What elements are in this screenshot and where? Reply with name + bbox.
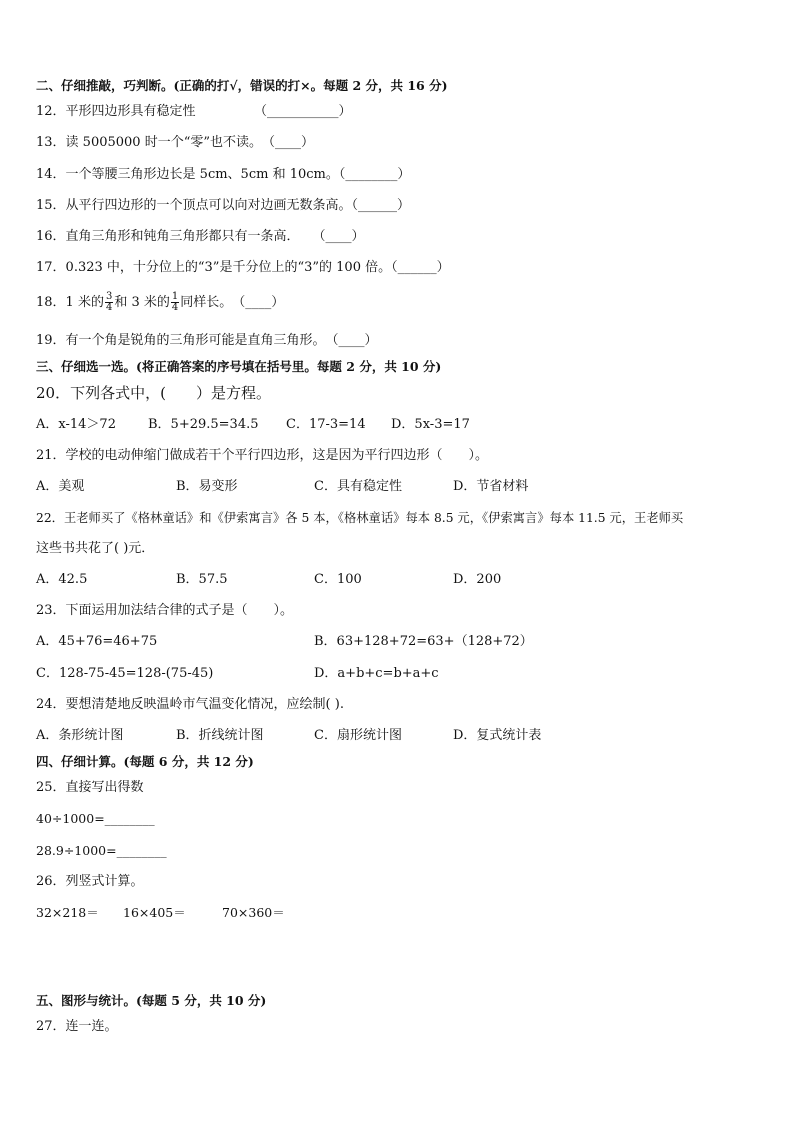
question-22-option-c: C．100: [314, 572, 362, 587]
question-18-part-b: 和 3 米的: [114, 295, 170, 310]
question-23-option-a: A．45+76=46+75: [36, 634, 158, 649]
question-21-option-c: C．具有稳定性: [314, 479, 402, 494]
fraction-numerator: 1: [171, 291, 179, 302]
question-24-option-d: D．复式统计表: [453, 728, 542, 743]
question-25-item-a: 40÷1000=________: [36, 811, 155, 826]
question-24: 24．要想清楚地反映温岭市气温变化情况，应绘制( ).: [36, 697, 344, 712]
question-22-option-b: B．57.5: [176, 572, 228, 587]
question-24-option-a: A．条形统计图: [36, 728, 124, 743]
question-23: 23．下面运用加法结合律的式子是（ ）。: [36, 603, 294, 618]
question-17: 17．0.323 中，十分位上的“3”是千分位上的“3”的 100 倍。（______）: [36, 260, 450, 275]
question-20: 20．下列各式中，( ）是方程。: [36, 384, 271, 402]
question-22-option-d: D．200: [453, 572, 502, 587]
section-2-heading: 二、仔细推敲，巧判断。(正确的打√，错误的打×。每题 2 分，共 16 分): [36, 78, 448, 93]
question-18: [36, 288, 284, 318]
section-3-heading: 三、仔细选一选。(将正确答案的序号填在括号里。每题 2 分，共 10 分): [36, 359, 442, 374]
question-21-option-d: D．节省材料: [453, 479, 529, 494]
question-24-option-c: C．扇形统计图: [314, 728, 402, 743]
question-18-part-a: 18．1 米的: [36, 295, 104, 310]
fraction-denominator: 4: [105, 302, 113, 313]
question-18-part-c: 同样长。 （____）: [180, 295, 285, 310]
question-26-item-3: 70×360＝: [222, 905, 285, 920]
question-21: 21．学校的电动伸缩门做成若干个平行四边形，这是因为平行四边形（ ）。: [36, 448, 489, 463]
question-20-option-d: D．5x-3=17: [391, 417, 470, 432]
question-25-item-b: 28.9÷1000=________: [36, 843, 167, 858]
question-22-option-a: A．42.5: [36, 572, 88, 587]
question-26-item-2: 16×405＝: [123, 905, 186, 920]
question-19: 19．有一个角是锐角的三角形可能是直角三角形。 （____）: [36, 333, 378, 348]
question-27: 27．连一连。: [36, 1019, 118, 1034]
question-22-line-1: 22．王老师买了《格林童话》和《伊索寓言》各 5 本，《格林童话》每本 8.5 元，《伊索寓言》每本 11.5 元，王老师买: [36, 511, 684, 525]
fraction-three-quarters: [105, 292, 113, 313]
fraction-numerator: 3: [105, 291, 113, 302]
section-4-heading: 四、仔细计算。(每题 6 分，共 12 分): [36, 754, 254, 769]
question-24-option-b: B．折线统计图: [176, 728, 264, 743]
question-23-option-d: D．a+b+c=b+a+c: [314, 666, 439, 681]
question-26: 26．列竖式计算。: [36, 874, 144, 889]
question-23-option-b: B．63+128+72=63+（128+72）: [314, 634, 533, 649]
question-13: 13．读 5005000 时一个“零”也不读。 （____）: [36, 135, 314, 150]
question-21-option-a: A．美观: [36, 479, 85, 494]
question-21-option-b: B．易变形: [176, 479, 238, 494]
fraction-denominator: 4: [171, 302, 179, 313]
question-20-option-b: B．5+29.5=34.5: [148, 417, 259, 432]
fraction-one-quarter: [171, 292, 179, 313]
question-12: 12．平形四边形具有稳定性 （___________）: [36, 104, 352, 119]
question-23-option-c: C．128-75-45=128-(75-45): [36, 666, 214, 681]
question-20-option-a: A．x-14＞72: [36, 417, 116, 432]
question-22-line-2: 这些书共花了( )元．: [36, 541, 155, 556]
question-25: 25．直接写出得数: [36, 780, 144, 795]
question-16: 16．直角三角形和钝角三角形都只有一条高． （____）: [36, 229, 365, 244]
question-14: 14．一个等腰三角形边长是 5cm、5cm 和 10cm。（________）: [36, 167, 411, 182]
section-5-heading: 五、图形与统计。(每题 5 分，共 10 分): [36, 993, 267, 1008]
question-20-option-c: C．17-3=14: [286, 417, 366, 432]
question-15: 15．从平行四边形的一个顶点可以向对边画无数条高。（______）: [36, 198, 411, 213]
question-26-item-1: 32×218＝: [36, 905, 99, 920]
